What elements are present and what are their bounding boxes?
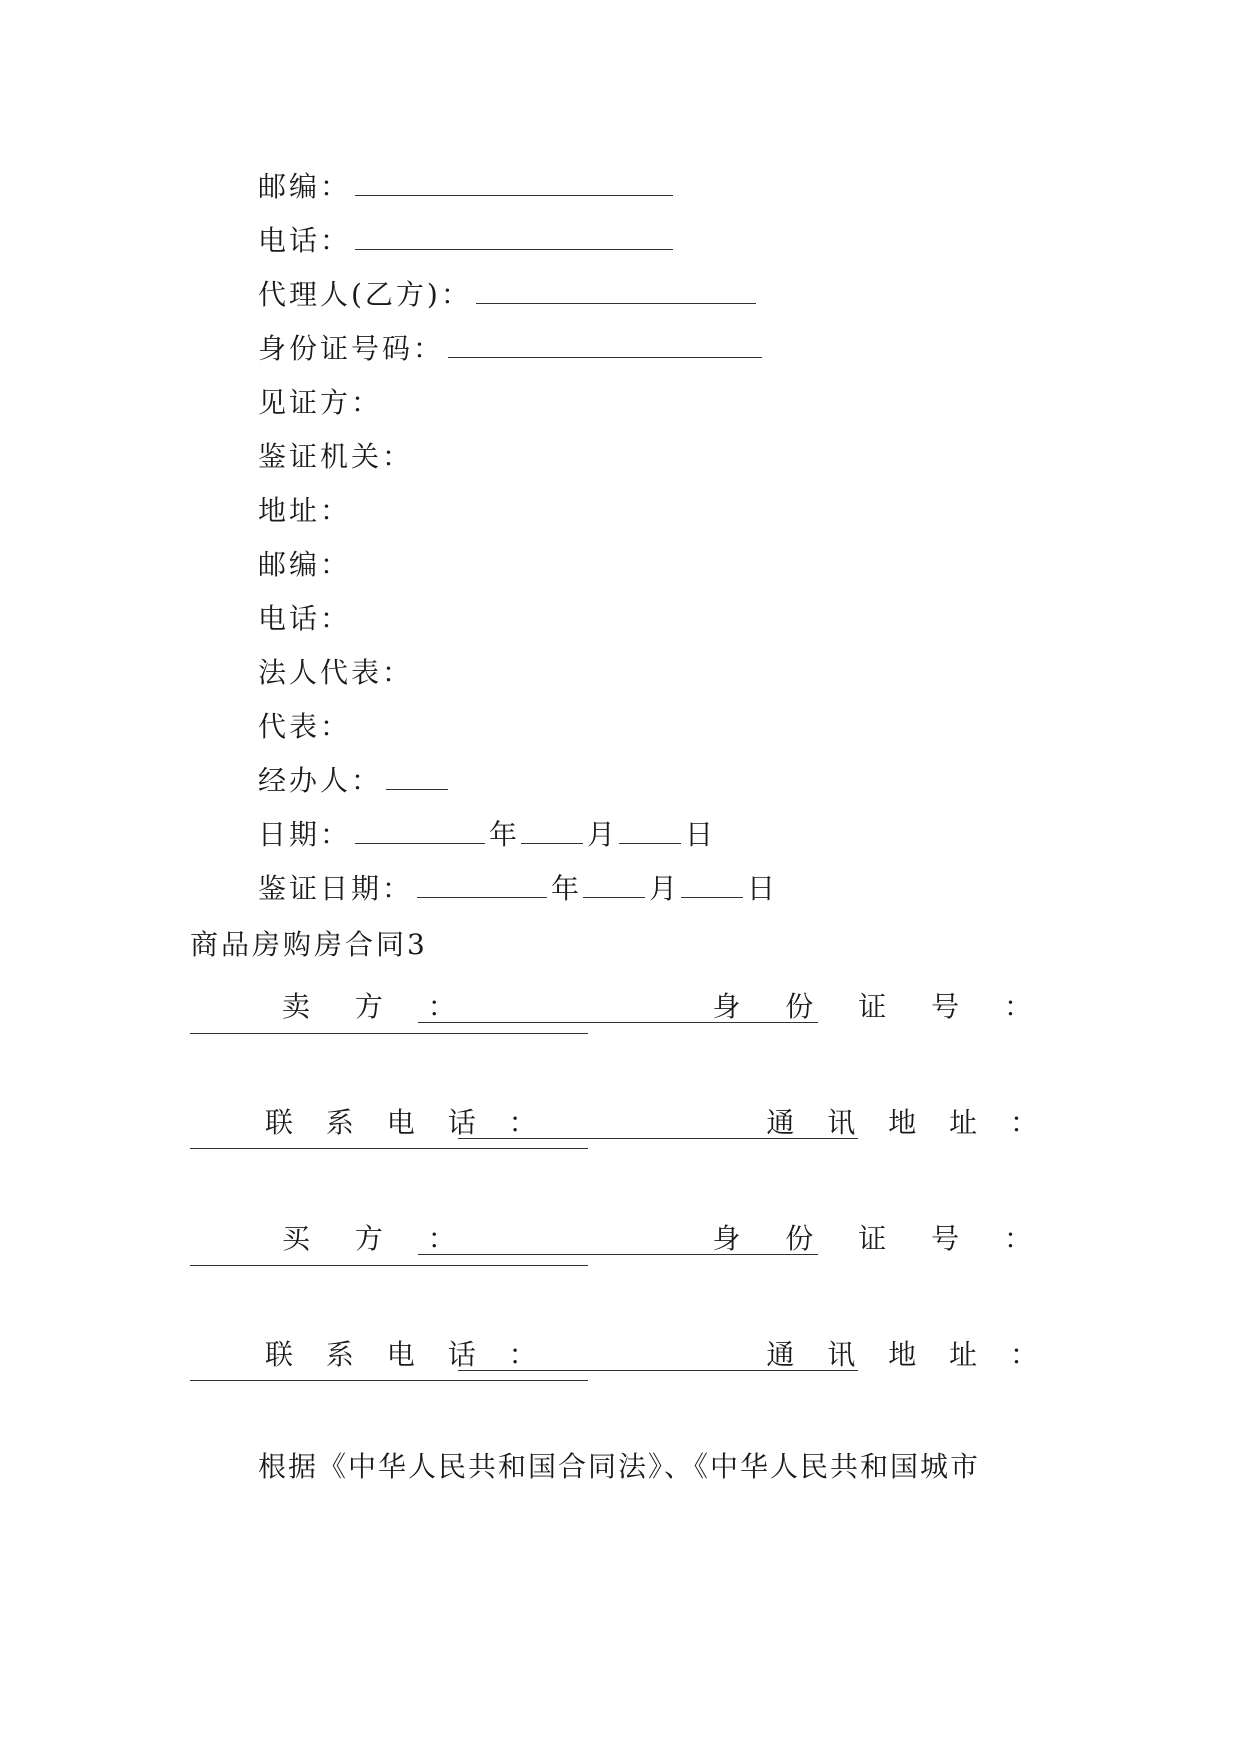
verify-year-blank[interactable] [417, 873, 547, 898]
phone2-label: 电话： [258, 602, 352, 635]
verify-date-label: 鉴证日期： [258, 872, 414, 905]
postcode2-label: 邮编： [258, 548, 352, 581]
verify-month-unit: 月 [649, 872, 678, 905]
seller-id-label: 身 份 证 号 ： [712, 990, 1050, 1023]
buyer-label: 买 方 ： [282, 1222, 474, 1255]
seller-line [190, 978, 1050, 1036]
postcode-label: 邮编： [258, 170, 352, 203]
id-number-line [258, 320, 1158, 378]
handler-blank[interactable] [386, 765, 448, 790]
phone-label: 电话： [258, 224, 352, 257]
postcode-line [258, 158, 1158, 216]
verify-day-blank[interactable] [681, 873, 743, 898]
witness-line [258, 374, 1158, 432]
date-month-blank[interactable] [521, 819, 583, 844]
verify-year-unit: 年 [551, 872, 580, 905]
agent-blank[interactable] [476, 279, 756, 304]
legal-rep-line [258, 644, 1158, 702]
buyer-addr-label: 通 讯 地 址 ： [766, 1338, 1050, 1371]
date-day-blank[interactable] [619, 819, 681, 844]
buyer-line [190, 1210, 1050, 1268]
postcode-blank[interactable] [355, 171, 673, 196]
postcode2-line [258, 536, 1158, 594]
section-title: 商品房购房合同3 [190, 928, 428, 961]
seller-phone-label: 联 系 电 话 ： [265, 1106, 549, 1139]
handler-line [258, 752, 1158, 810]
seller-label: 卖 方 ： [282, 990, 474, 1023]
verify-month-blank[interactable] [583, 873, 645, 898]
rep-label: 代表： [258, 710, 352, 743]
handler-label: 经办人： [258, 764, 383, 797]
seller-addr-blank[interactable] [190, 1148, 588, 1150]
phone-line [258, 212, 1158, 270]
date-day-unit: 日 [685, 818, 714, 851]
date-line [258, 806, 1158, 864]
legal-rep-label: 法人代表： [258, 656, 414, 689]
phone2-line [258, 590, 1158, 648]
buyer-addr-blank[interactable] [190, 1380, 588, 1382]
agent-line [258, 266, 1158, 324]
phone-blank[interactable] [355, 225, 673, 250]
address-label: 地址： [258, 494, 352, 527]
date-year-blank[interactable] [355, 819, 485, 844]
seller-contact-line [190, 1094, 1050, 1152]
id-number-label: 身份证号码： [258, 332, 445, 365]
authority-label: 鉴证机关： [258, 440, 414, 473]
address-line [258, 482, 1158, 540]
date-label: 日期： [258, 818, 352, 851]
authority-line [258, 428, 1158, 486]
rep-line [258, 698, 1158, 756]
buyer-id-blank[interactable] [190, 1265, 588, 1267]
closing-text: 根据《中华人民共和国合同法》、《中华人民共和国城市 [258, 1450, 981, 1483]
verify-day-unit: 日 [747, 872, 776, 905]
date-year-unit: 年 [489, 818, 518, 851]
verify-date-line [258, 860, 1158, 918]
agent-label: 代理人(乙方)： [258, 278, 472, 311]
seller-addr-label: 通 讯 地 址 ： [766, 1106, 1050, 1139]
buyer-id-label: 身 份 证 号 ： [712, 1222, 1050, 1255]
id-number-blank[interactable] [448, 333, 762, 358]
seller-id-blank[interactable] [190, 1033, 588, 1035]
date-month-unit: 月 [587, 818, 616, 851]
witness-label: 见证方： [258, 386, 383, 419]
buyer-phone-label: 联 系 电 话 ： [265, 1338, 549, 1371]
buyer-contact-line [190, 1326, 1050, 1384]
